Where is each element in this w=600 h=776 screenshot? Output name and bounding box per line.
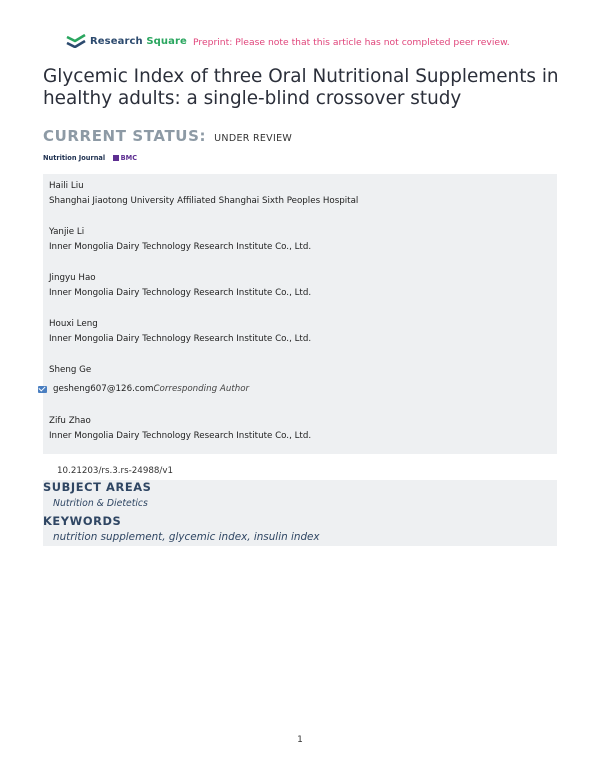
author-name[interactable]: Houxi Leng — [49, 319, 98, 329]
author-affiliation: Inner Mongolia Dairy Technology Research Institute Co., Ltd. — [49, 288, 312, 298]
author-affiliation: Inner Mongolia Dairy Technology Research Institute Co., Ltd. — [49, 242, 312, 252]
logo-text — [90, 36, 187, 47]
keywords-heading: KEYWORDS — [43, 514, 122, 528]
page-number: 1 — [297, 735, 303, 745]
author-affiliation: Shanghai Jiaotong University Affiliated Shanghai Sixth Peoples Hospital — [49, 196, 359, 206]
author-affiliation: Inner Mongolia Dairy Technology Research Institute Co., Ltd. — [49, 431, 312, 441]
logo-text-research: Research — [90, 35, 143, 47]
bmc-text: BMC — [120, 154, 138, 162]
author-entry — [49, 227, 311, 252]
keywords-value: nutrition supplement, glycemic index, insulin index — [53, 531, 320, 543]
author-name[interactable]: Jingyu Hao — [49, 273, 96, 283]
preprint-notice: Preprint: Please note that this article has not completed peer review. — [193, 37, 510, 48]
author-entry — [49, 181, 358, 206]
author-entry — [49, 365, 91, 375]
author-affiliation: Inner Mongolia Dairy Technology Research Institute Co., Ltd. — [49, 334, 312, 344]
site-header — [66, 34, 546, 54]
status-label: CURRENT STATUS: — [43, 127, 207, 145]
status-value: UNDER REVIEW — [214, 133, 293, 144]
subject-areas-heading: SUBJECT AREAS — [43, 480, 152, 494]
envelope-icon — [38, 386, 47, 393]
journal-name[interactable]: Nutrition Journal — [43, 154, 106, 162]
doi[interactable]: 10.21203/rs.3.rs-24988/v1 — [57, 466, 173, 476]
article-title: Glycemic Index of three Oral Nutritional Supplements in healthy adults: a single-blind crossover study — [43, 66, 559, 109]
author-name[interactable]: Sheng Ge — [49, 365, 92, 375]
corresponding-email-row — [38, 384, 249, 394]
subject-area-value[interactable]: Nutrition & Dietetics — [53, 498, 148, 509]
logo-text-square: Square — [146, 35, 187, 47]
author-name[interactable]: Yanjie Li — [49, 227, 85, 237]
author-email[interactable]: gesheng607@126.com — [53, 384, 154, 394]
authors-panel — [43, 174, 557, 454]
bmc-mark-icon — [113, 155, 119, 161]
author-entry — [49, 273, 311, 298]
journal-line — [43, 154, 137, 162]
corresponding-author-label: Corresponding Author — [153, 384, 250, 394]
bmc-logo — [113, 154, 137, 162]
author-name[interactable]: Zifu Zhao — [49, 416, 91, 426]
research-square-logo-icon — [66, 34, 86, 48]
author-entry — [49, 319, 311, 344]
author-entry — [49, 416, 311, 441]
research-square-logo[interactable] — [66, 34, 187, 48]
author-name[interactable]: Haili Liu — [49, 181, 84, 191]
current-status — [43, 126, 292, 145]
